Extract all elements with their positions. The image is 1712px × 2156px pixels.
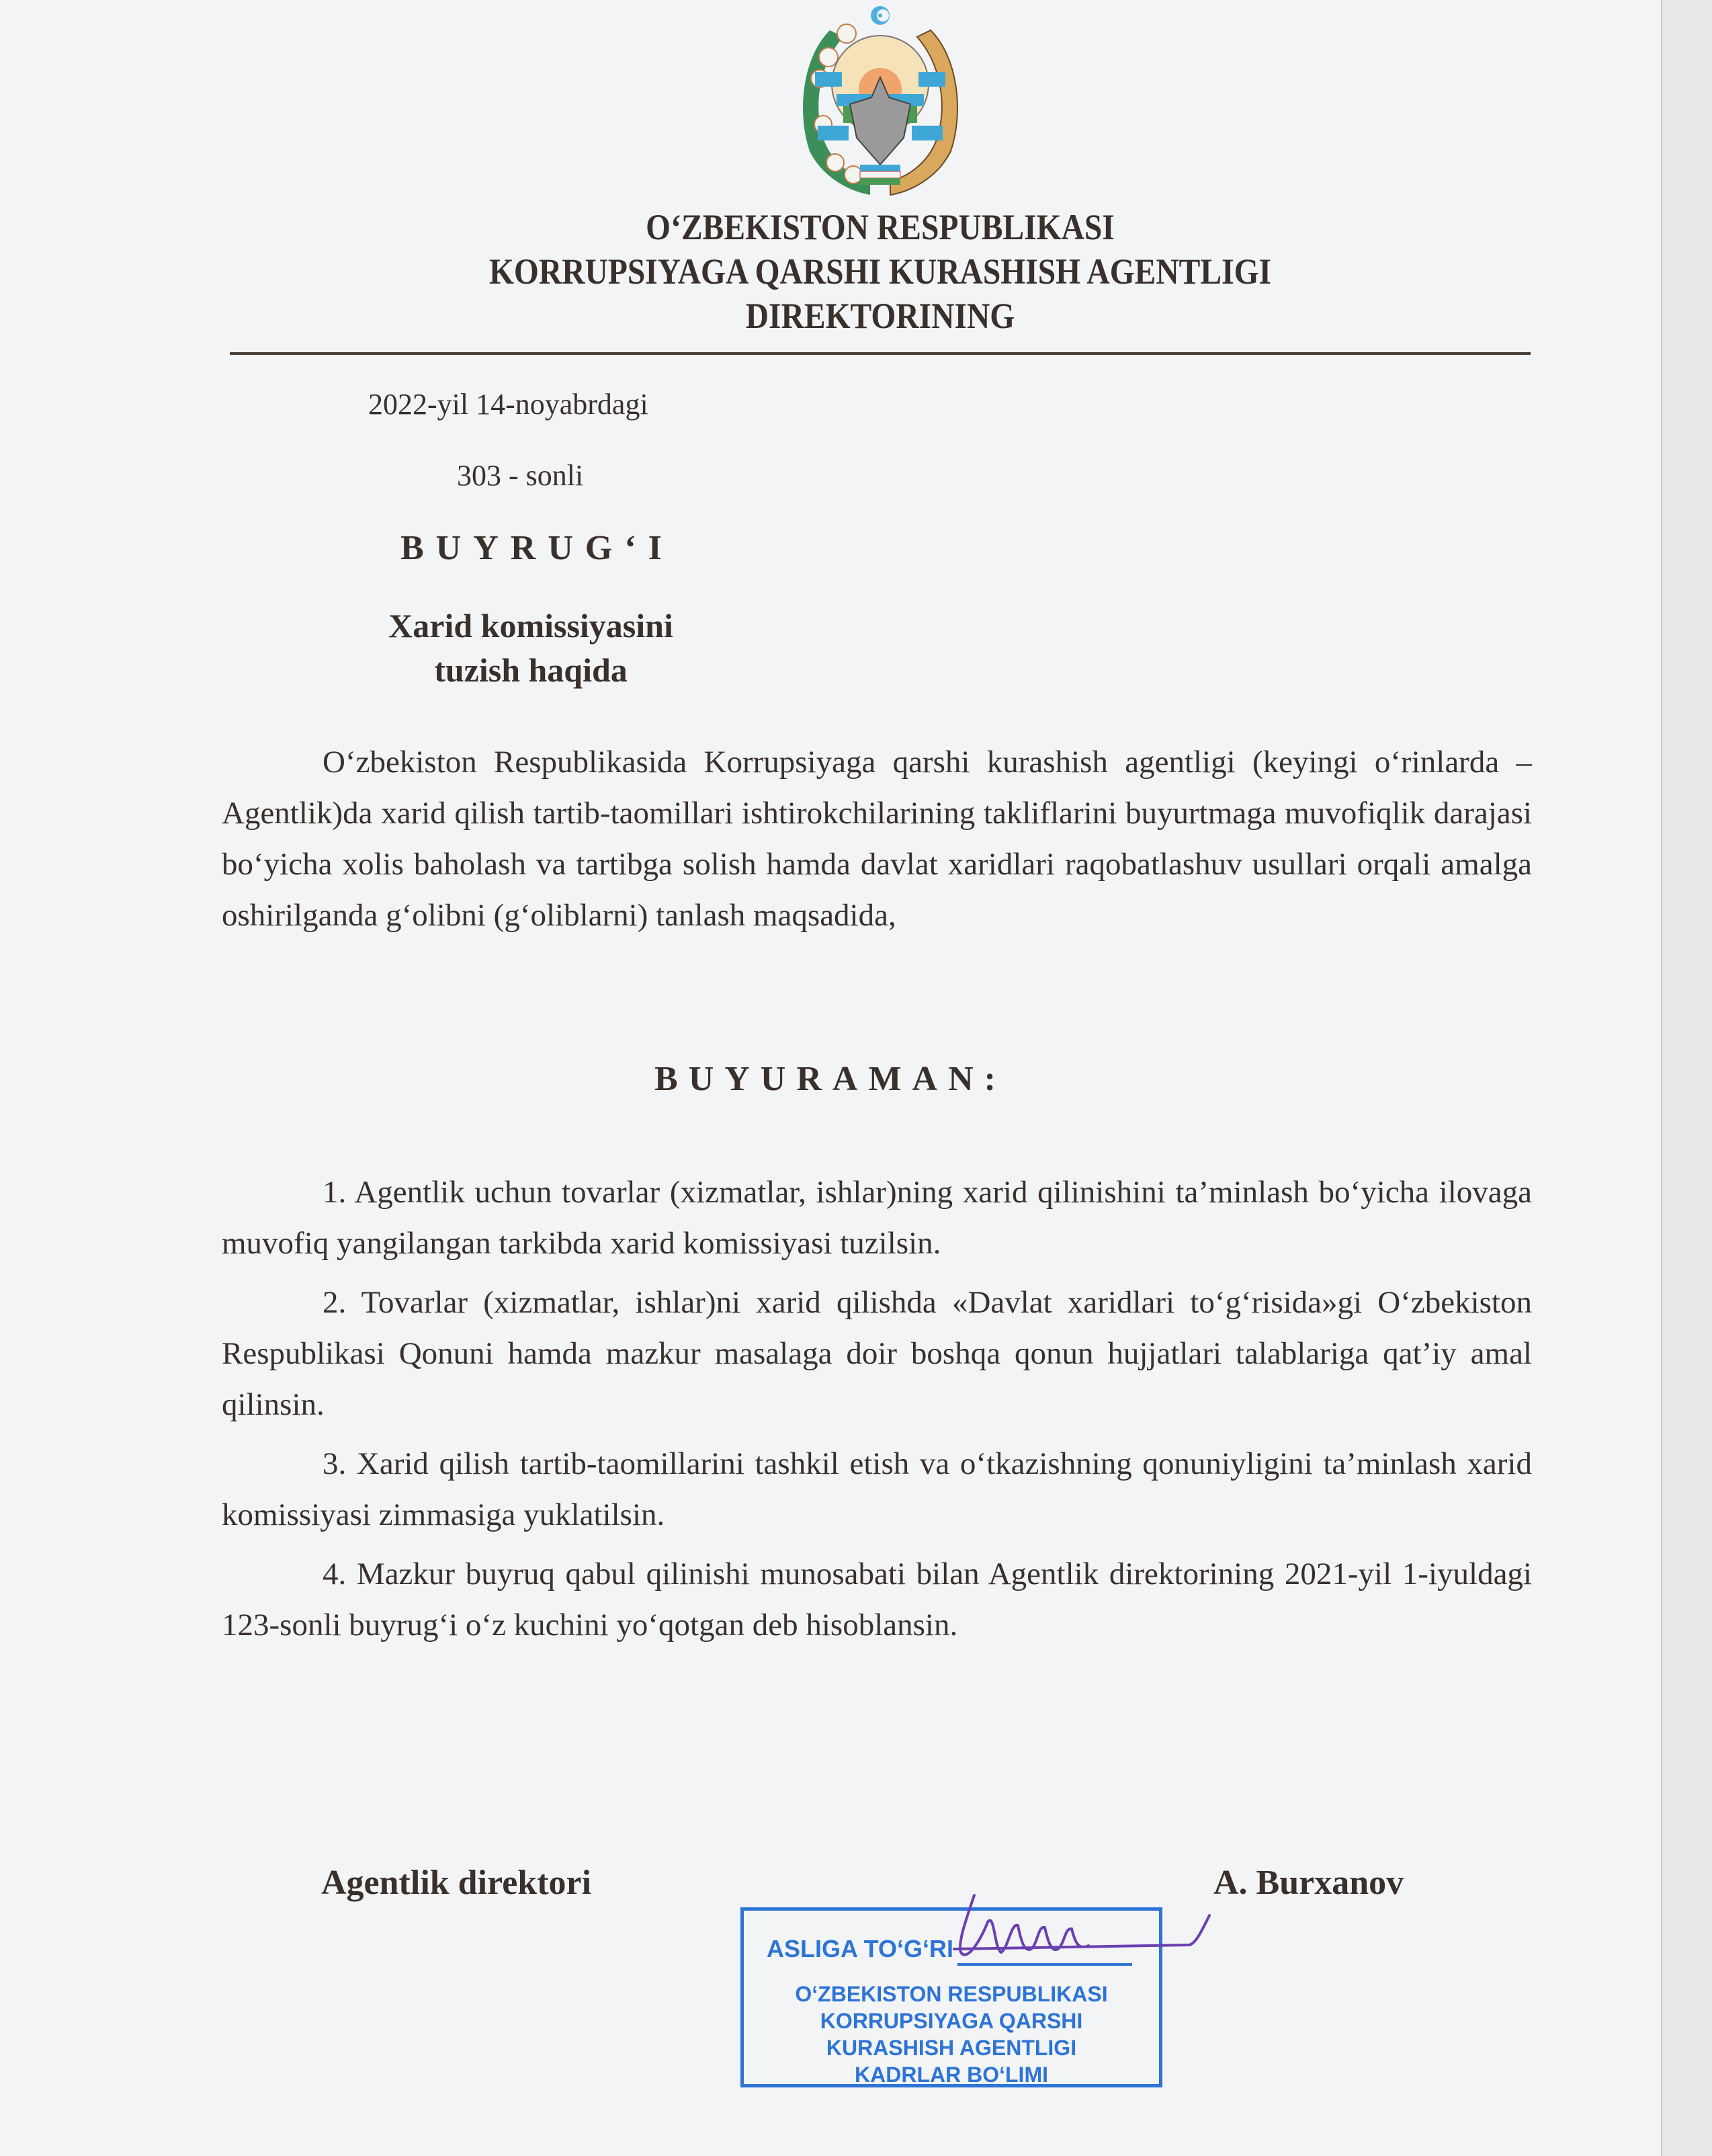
header-line-director: DIREKTORINING (745, 296, 1015, 336)
preamble (222, 737, 1532, 941)
order-subject (349, 604, 712, 692)
subject-line-2: tuzish haqida (434, 651, 628, 689)
order-item-2: 2. Tovarlar (xizmatlar, ishlar)ni xarid qilishda «Davlat xaridlari to‘g‘risida»gi O‘zbekiston Respublikasi Qonuni hamda mazkur masalaga doir boshqa qonun hujjatlari talablariga qat’iy amal qilinsin. (222, 1285, 1532, 1422)
document-type: BUYRUG‘I (400, 529, 674, 567)
stamp-line-1: O‘ZBEKISTON RESPUBLIKASI (795, 1982, 1108, 2006)
header-divider (230, 352, 1531, 355)
order-date: 2022-yil 14-noyabrdagi (368, 388, 648, 421)
order-items (222, 1167, 1532, 1659)
order-number: 303 - sonli (457, 459, 584, 492)
subject-line-1: Xarid komissiyasini (388, 607, 673, 645)
uzbekistan-state-emblem-icon (783, 3, 978, 198)
star-crescent-icon (871, 6, 890, 25)
issuer-header (306, 205, 1453, 338)
order-item-3: 3. Xarid qilish tartib-taomillarini tashkil etish va o‘tkazishning qonuniyligini ta’minlash xarid komissiyasi zimmasiga yuklatilsin. (222, 1446, 1532, 1532)
stamp-line-3: KURASHISH AGENTLIGI (826, 2036, 1077, 2060)
stamp-line-4: KADRLAR BO‘LIMI (855, 2063, 1048, 2087)
header-line-country: O‘ZBEKISTON RESPUBLIKASI (646, 207, 1115, 247)
stamp-certified-label: ASLIGA TO‘G‘RI (767, 1935, 954, 1962)
stamp-text (744, 1981, 1159, 2088)
preamble-paragraph: O‘zbekiston Respublikasida Korrupsiyaga qarshi kurashish agentligi (keyingi o‘rinlarda – Agentlik)da xarid qilish tartib-taomillari ishtirokchilarining takliflarini buyurtmaga muvofiqlik darajasi bo‘yicha xolis baholash va tartibga solish hamda davlat xaridlari raqobatlashuv usullari orqali amalga oshirilganda g‘olibni (g‘oliblarni) tanlash maqsadida, (222, 745, 1532, 933)
scan-page-edge (1661, 0, 1712, 2156)
stamp-line-2: KORRUPSIYAGA QARSHI (820, 2009, 1083, 2033)
order-item-1: 1. Agentlik uchun tovarlar (xizmatlar, ishlar)ning xarid qilinishini ta’minlash bo‘yicha ilovaga muvofiq yangilangan tarkibda xarid komissiyasi tuzilsin. (222, 1175, 1532, 1261)
header-line-agency: KORRUPSIYAGA QARSHI KURASHISH AGENTLIGI (488, 251, 1272, 292)
order-item-4: 4. Mazkur buyruq qabul qilinishi munosabati bilan Agentlik direktorining 2021-yil 1-iyuldagi 123-sonli buyrug‘i o‘z kuchini yo‘qotgan deb hisoblansin. (222, 1557, 1532, 1643)
signatory-title: Agentlik direktori (321, 1864, 592, 1902)
handwritten-signature-icon (894, 1875, 1230, 1976)
order-heading: BUYURAMAN: (654, 1060, 1007, 1098)
signatory-name: A. Burxanov (1213, 1864, 1404, 1902)
